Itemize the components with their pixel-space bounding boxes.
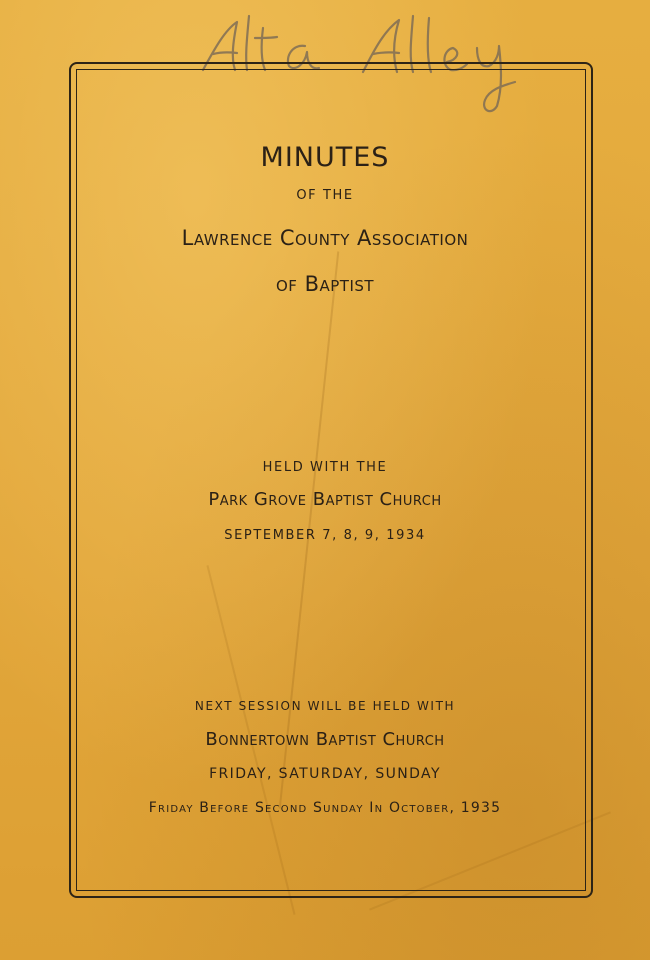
host-church-name: Park Grove Baptist Church (208, 489, 442, 510)
association-name-line2: of Baptist (275, 272, 375, 296)
held-with-text: HELD WITH THE (262, 460, 388, 475)
next-session-text: NEXT SESSION WILL BE HELD WITH (194, 699, 456, 713)
next-church-name: Bonnertown Baptist Church (205, 729, 445, 750)
cover-title: MINUTES (260, 142, 390, 173)
session-dates: SEPTEMBER 7, 8, 9, 1934 (224, 528, 426, 543)
next-session-days: FRIDAY, SATURDAY, SUNDAY (209, 766, 441, 782)
association-name-line1: Lawrence County Association (181, 226, 469, 250)
next-session-schedule: Friday Before Second Sunday In October, 1935 (148, 800, 502, 816)
of-the-text: OF THE (296, 188, 354, 203)
